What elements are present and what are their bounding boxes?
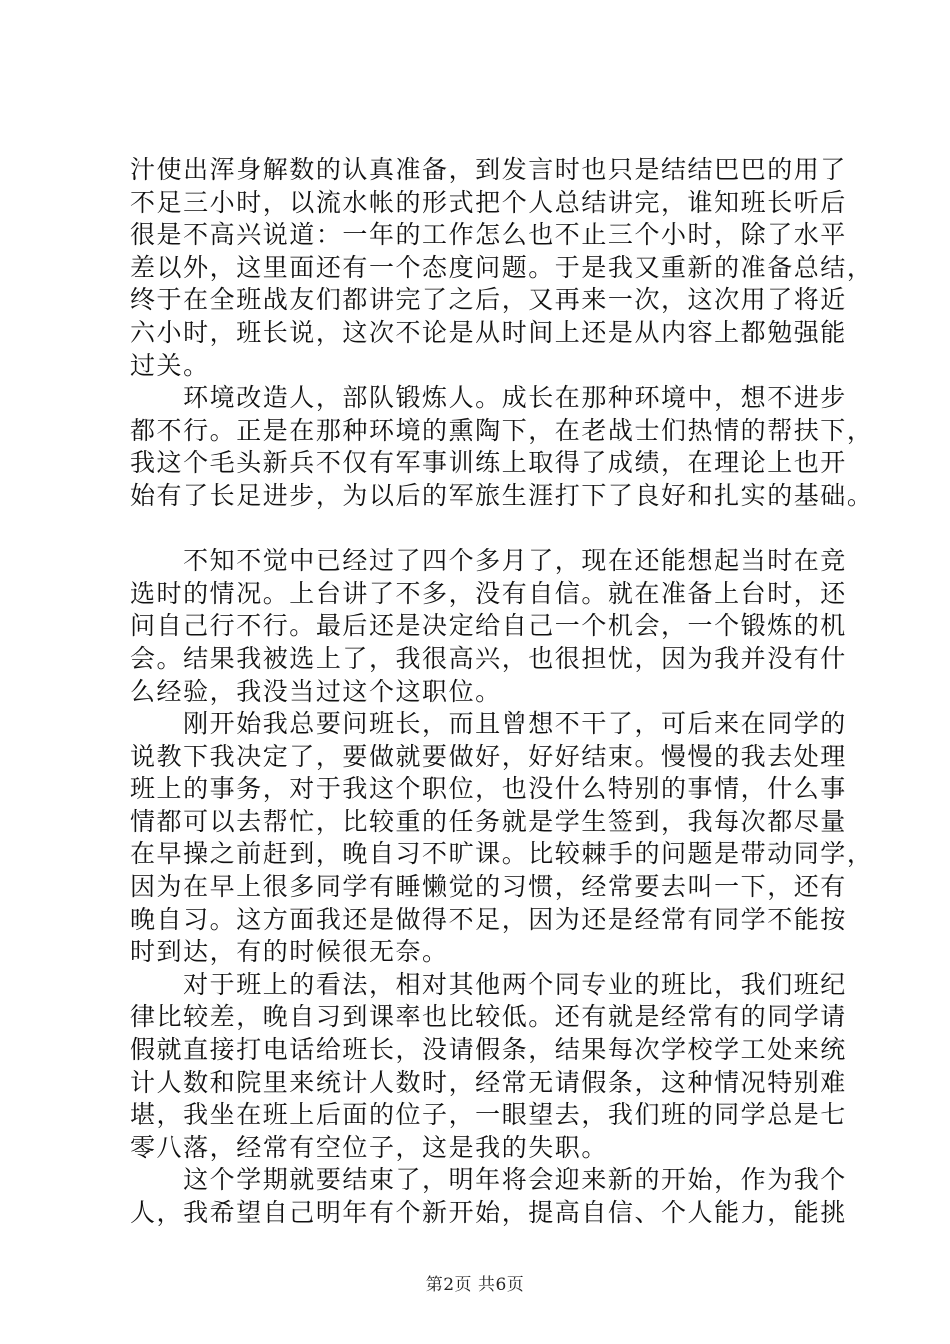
- text-line: 不知不觉中已经过了四个多月了，现在还能想起当时在竞: [130, 546, 847, 576]
- text-line: 因为在早上很多同学有睡懒觉的习惯，经常要去叫一下，还有: [130, 872, 847, 902]
- document-body: [130, 154, 874, 1230]
- text-line: 终于在全班战友们都讲完了之后，又再来一次，这次用了将近: [130, 285, 847, 315]
- text-line: 刚开始我总要问班长，而且曾想不干了，可后来在同学的: [130, 709, 847, 739]
- text-line: 很是不高兴说道：一年的工作怎么也不止三个小时，除了水平: [130, 220, 847, 250]
- text-line: 差以外，这里面还有一个态度问题。于是我又重新的准备总结，: [130, 252, 874, 282]
- text-line: 过关。: [130, 350, 210, 380]
- text-line: 时到达，有的时候很无奈。: [130, 937, 449, 967]
- text-line: 环境改造人，部队锻炼人。成长在那种环境中，想不进步: [130, 383, 847, 413]
- text-line: 人，我希望自己明年有个新开始，提高自信、个人能力，能挑: [130, 1198, 847, 1227]
- text-line: 选时的情况。上台讲了不多，没有自信。就在准备上台时，还: [130, 578, 847, 608]
- text-line: 律比较差，晚自习到课率也比较低。还有就是经常有的同学请: [130, 1002, 847, 1032]
- page-number-footer: 第2页 共6页: [425, 1275, 525, 1295]
- text-line: 假就直接打电话给班长，没请假条，结果每次学校学工处来统: [130, 1035, 847, 1065]
- text-line: 问自己行不行。最后还是决定给自己一个机会，一个锻炼的机: [130, 611, 847, 641]
- text-line: 计人数和院里来统计人数时，经常无请假条，这种情况特别难: [130, 1067, 847, 1097]
- text-line: 不足三小时，以流水帐的形式把个人总结讲完，谁知班长听后: [130, 187, 847, 217]
- text-line: 在早操之前赶到，晚自习不旷课。比较棘手的问题是带动同学，: [130, 839, 874, 869]
- text-line: 始有了长足进步，为以后的军旅生涯打下了良好和扎实的基础。: [130, 480, 874, 510]
- text-line: 零八落，经常有空位子，这是我的失职。: [130, 1132, 608, 1162]
- text-line: 都不行。正是在那种环境的熏陶下，在老战士们热情的帮扶下，: [130, 415, 874, 445]
- text-line: 班上的事务，对于我这个职位，也没什么特别的事情，什么事: [130, 774, 847, 804]
- paragraph-gap: [130, 513, 820, 546]
- text-line: 会。结果我被选上了，我很高兴，也很担忧，因为我并没有什: [130, 643, 847, 673]
- text-line: 说教下我决定了，要做就要做好，好好结束。慢慢的我去处理: [130, 741, 847, 771]
- text-line: 对于班上的看法，相对其他两个同专业的班比，我们班纪: [130, 969, 847, 999]
- text-line: 汁使出浑身解数的认真准备，到发言时也只是结结巴巴的用了: [130, 155, 847, 184]
- text-line: 么经验，我没当过这个这职位。: [130, 676, 502, 706]
- text-line: 我这个毛头新兵不仅有军事训练上取得了成绩，在理论上也开: [130, 448, 847, 478]
- text-line: 堪，我坐在班上后面的位子，一眼望去，我们班的同学总是七: [130, 1100, 847, 1130]
- text-line: 情都可以去帮忙，比较重的任务就是学生签到，我每次都尽量: [130, 806, 847, 836]
- text-line: 这个学期就要结束了，明年将会迎来新的开始，作为我个: [130, 1165, 847, 1195]
- text-line: 晚自习。这方面我还是做得不足，因为还是经常有同学不能按: [130, 904, 847, 934]
- text-line: 六小时，班长说，这次不论是从时间上还是从内容上都勉强能: [130, 317, 847, 347]
